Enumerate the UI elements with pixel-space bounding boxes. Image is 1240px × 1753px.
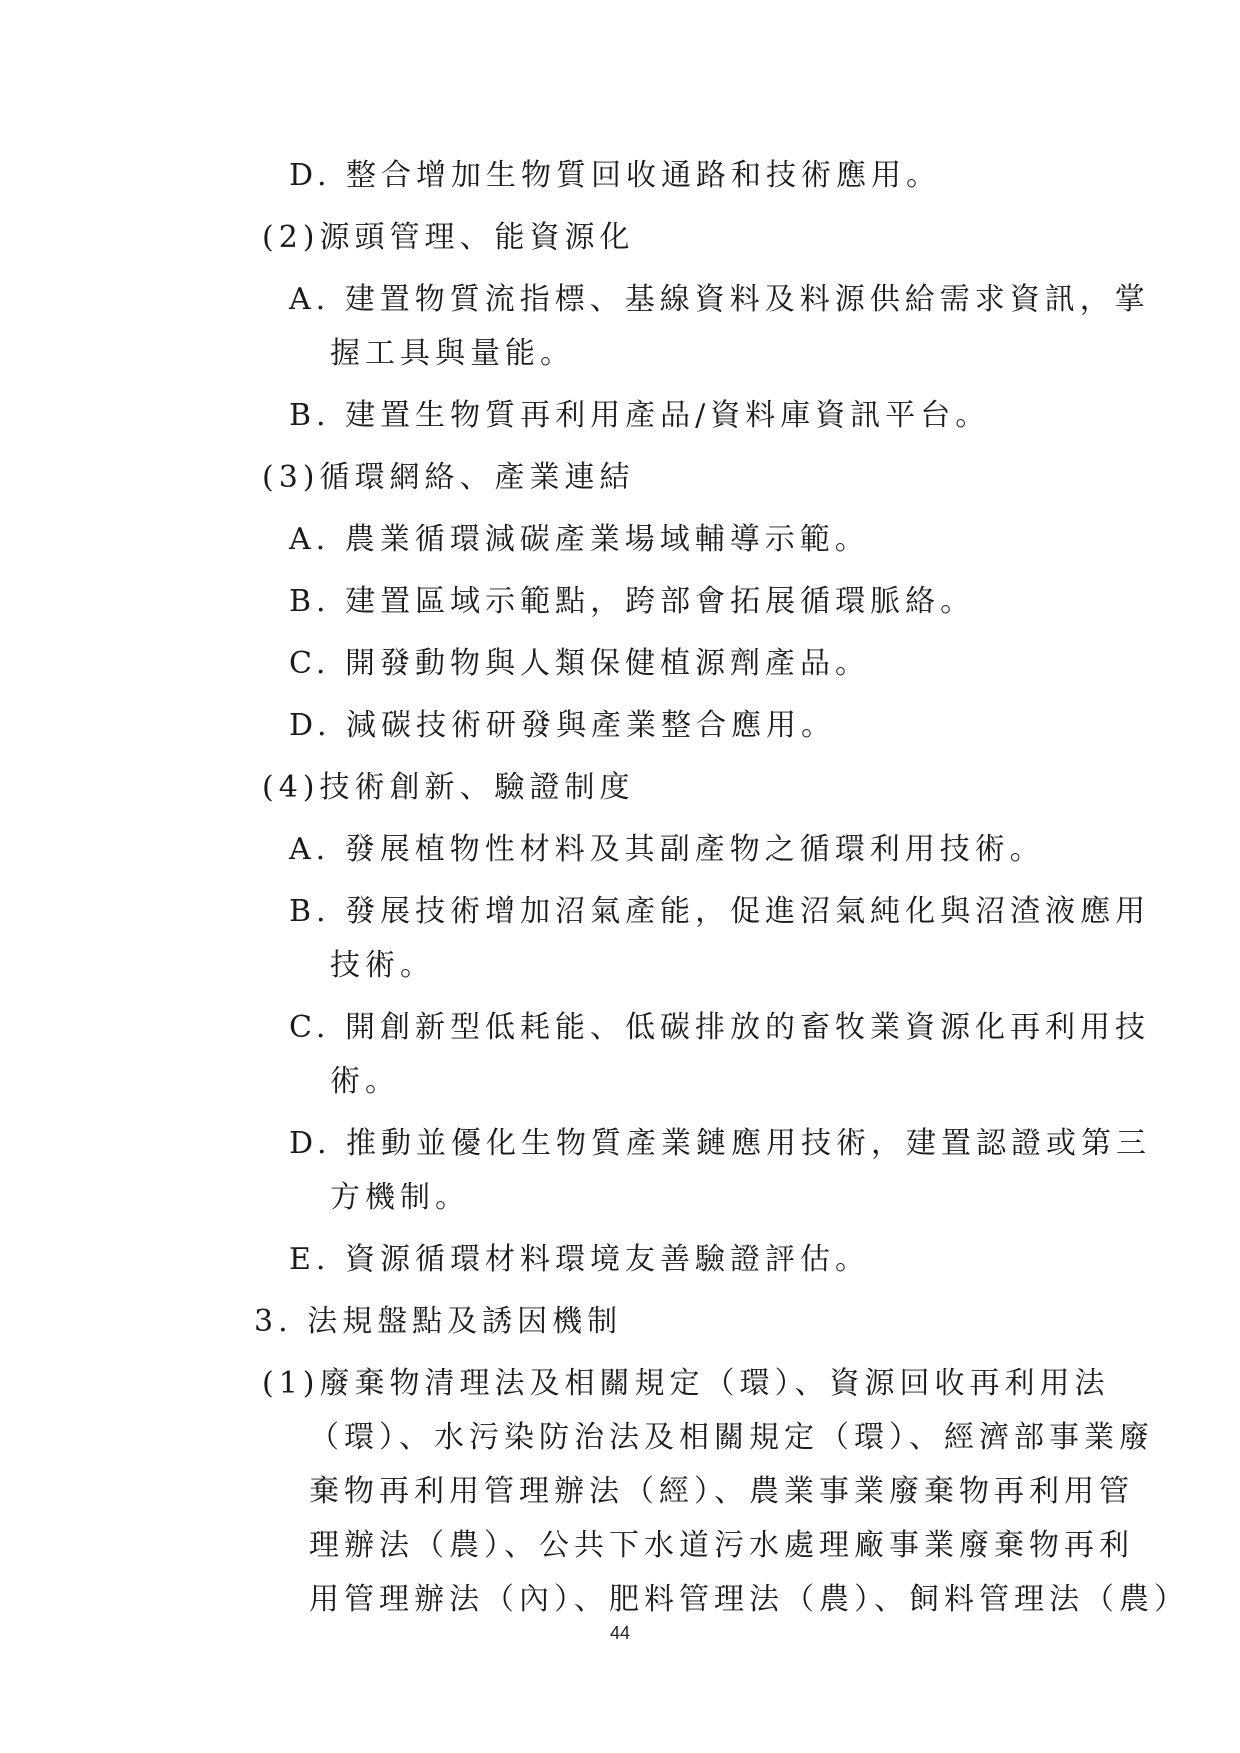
item-c-health-products: C. 開發動物與人類保健植源劑產品。 [289,646,870,681]
item-a-agri-demo: A. 農業循環減碳產業場域輔導示範。 [289,522,870,557]
heading-tech-innovation: (4)技術創新、驗證制度 [262,770,635,805]
item-b-database-platform: B. 建置生物質再利用產品/資料庫資訊平台。 [289,398,991,433]
item-d-biomass-recovery: D. 整合增加生物質回收通路和技術應用。 [289,158,942,193]
item-d-certification-line2: 方機制。 [330,1180,470,1215]
item-e-eco-verification: E. 資源循環材料環境友善驗證評估。 [289,1242,870,1277]
item-a-material-flow-line2: 握工具與量能。 [330,336,575,371]
item-b-regional-demo: B. 建置區域示範點，跨部會拓展循環脈絡。 [289,584,976,619]
regulations-paragraph-line1: (1)廢棄物清理法及相關規定（環）、資源回收再利用法 [262,1366,1110,1401]
regulations-paragraph-line4: 理辦法（農）、公共下水道污水處理廠事業廢棄物再利 [309,1528,1134,1563]
regulations-paragraph-line2: （環）、水污染防治法及相關規定（環）、經濟部事業廢 [309,1420,1154,1455]
regulations-paragraph-line5: 用管理辦法（內）、肥料管理法（農）、飼料管理法（農） [309,1582,1189,1617]
item-b-biogas-line1: B. 發展技術增加沼氣產能，促進沼氣純化與沼渣液應用 [289,894,1151,929]
item-d-carbon-tech: D. 減碳技術研發與產業整合應用。 [289,708,837,743]
heading-source-management: (2)源頭管理、能資源化 [262,220,635,255]
item-c-livestock-line1: C. 開創新型低耗能、低碳排放的畜牧業資源化再利用技 [289,1010,1150,1045]
item-a-material-flow-line1: A. 建置物質流指標、基線資料及料源供給需求資訊，掌 [289,282,1150,317]
regulations-paragraph-line3: 棄物再利用管理辦法（經）、農業事業廢棄物再利用管 [309,1474,1134,1509]
item-b-biogas-line2: 技術。 [330,948,435,983]
page-number: 44 [609,1623,631,1643]
item-d-certification-line1: D. 推動並優化生物質產業鏈應用技術，建置認證或第三 [289,1126,1152,1161]
heading-regulations: 3. 法規盤點及誘因機制 [254,1304,623,1339]
heading-circular-network: (3)循環網絡、產業連結 [262,460,635,495]
item-a-plant-materials: A. 發展植物性材料及其副產物之循環利用技術。 [289,832,1045,867]
item-c-livestock-line2: 術。 [330,1064,400,1099]
